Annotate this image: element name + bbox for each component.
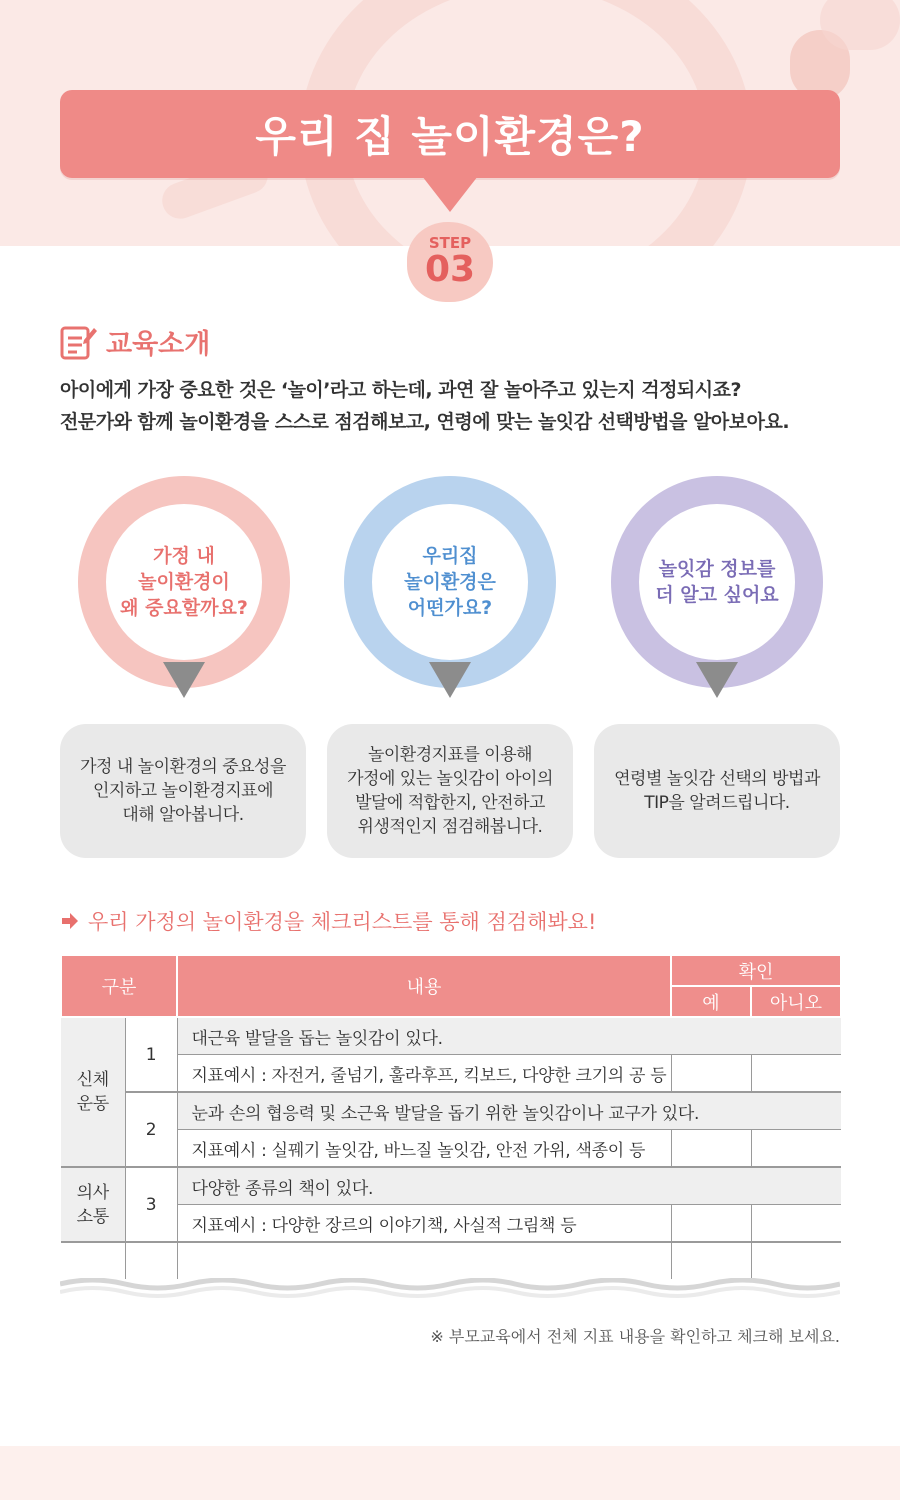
section-heading (60, 322, 210, 361)
item-number: 2 (125, 1092, 177, 1167)
question-ring-home-environment (78, 476, 290, 688)
step-badge (407, 222, 493, 302)
no-check-cell[interactable] (751, 1205, 841, 1243)
no-check-cell[interactable] (751, 1055, 841, 1093)
group-physical: 신체 운동 (61, 1017, 125, 1167)
table-row (61, 1205, 841, 1243)
intro-line: 전문가와 함께 놀이환경을 스스로 점검해보고, 연령에 맞는 놀잇감 선택방법을 알아보아요. (60, 411, 790, 433)
step-label: STEP (428, 234, 472, 252)
question-ring-our-environment (344, 476, 556, 688)
document-edit-icon (60, 324, 98, 360)
empty-cell (671, 1242, 751, 1279)
intro-line: 아이에게 가장 중요한 것은 ‘놀이’라고 하는데, 과연 잘 놀아주고 있는지 걱정되시죠? (60, 379, 742, 401)
group-communication: 의사 소통 (61, 1167, 125, 1242)
item-number: 1 (125, 1017, 177, 1092)
question-text: 가정 내 놀이환경이 왜 중요할까요? (120, 545, 248, 619)
table-row (61, 1167, 841, 1205)
question-text: 놀잇감 정보를 더 알고 싶어요 (655, 558, 779, 606)
header-content: 내용 (177, 955, 671, 1017)
header-confirm: 확인 (671, 955, 841, 986)
yes-check-cell[interactable] (671, 1055, 751, 1093)
header-no: 아니오 (751, 986, 841, 1017)
footer-band (0, 1446, 900, 1500)
description-box: 연령별 놀잇감 선택의 방법과 TIP을 알려드립니다. (594, 724, 840, 858)
item-number: 3 (125, 1167, 177, 1242)
empty-cell (125, 1242, 177, 1279)
no-check-cell[interactable] (751, 1130, 841, 1168)
decorative-blob-shape (820, 0, 900, 50)
empty-cell (177, 1242, 671, 1279)
item-example: 지표예시 : 자전거, 줄넘기, 훌라후프, 킥보드, 다양한 크기의 공 등 (177, 1055, 671, 1093)
item-example: 지표예시 : 다양한 장르의 이야기책, 사실적 그림책 등 (177, 1205, 671, 1243)
banner-pointer (422, 176, 478, 212)
torn-edge-wave (60, 1278, 840, 1300)
checklist-table (60, 954, 842, 1279)
arrow-right-icon (60, 911, 80, 931)
intro-text (60, 374, 860, 438)
pointer-triangle (696, 662, 738, 698)
table-row (61, 1092, 841, 1130)
yes-check-cell[interactable] (671, 1205, 751, 1243)
item-example: 지표예시 : 실꿰기 놀잇감, 바느질 놀잇감, 안전 가위, 색종이 등 (177, 1130, 671, 1168)
yes-check-cell[interactable] (671, 1130, 751, 1168)
checklist-title: 우리 가정의 놀이환경을 체크리스트를 통해 점검해봐요! (88, 910, 597, 934)
header-yes: 예 (671, 986, 751, 1017)
item-text: 다양한 종류의 책이 있다. (177, 1167, 841, 1205)
checklist-heading (60, 906, 596, 936)
table-row (61, 1242, 841, 1279)
table-row (61, 1055, 841, 1093)
section-title: 교육소개 (106, 329, 211, 360)
description-box: 놀이환경지표를 이용해 가정에 있는 놀잇감이 아이의 발달에 적합한지, 안전하고 위생적인지 점검해봅니다. (327, 724, 573, 858)
question-ring-toy-info (611, 476, 823, 688)
item-text: 대근육 발달을 돕는 놀잇감이 있다. (177, 1017, 841, 1055)
footnote: ※ 부모교육에서 전체 지표 내용을 확인하고 체크해 보세요. (430, 1327, 840, 1346)
pointer-triangle (429, 662, 471, 698)
table-row (61, 1017, 841, 1055)
table-row (61, 1130, 841, 1168)
header-category: 구분 (61, 955, 177, 1017)
empty-cell (61, 1242, 125, 1279)
item-text: 눈과 손의 협응력 및 소근육 발달을 돕기 위한 놀잇감이나 교구가 있다. (177, 1092, 841, 1130)
description-box: 가정 내 놀이환경의 중요성을 인지하고 놀이환경지표에 대해 알아봅니다. (60, 724, 306, 858)
empty-cell (751, 1242, 841, 1279)
question-text: 우리집 놀이환경은 어떤가요? (404, 545, 496, 619)
step-number: 03 (424, 249, 476, 290)
page-title: 우리 집 놀이환경은? (255, 112, 645, 161)
pointer-triangle (163, 662, 205, 698)
title-banner (60, 90, 840, 178)
